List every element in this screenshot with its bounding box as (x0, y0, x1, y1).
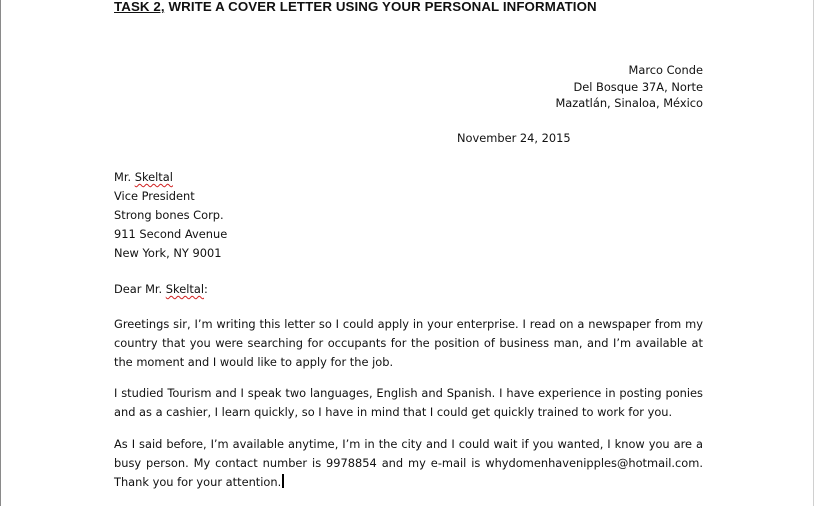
body-paragraph-3-text: As I said before, I’m available anytime, I’m in the city and I could wait if you wanted, I know you are a busy person. My contact number is 9978854 and my e-mail is whydomenhavenipples@hotmail.com. Thank you for your attention. (114, 437, 703, 489)
recipient-title: Mr. (114, 170, 132, 184)
page-right-border (813, 0, 814, 506)
task-heading-prefix: TASK 2, (114, 0, 165, 14)
task-heading-text: WRITE A COVER LETTER USING YOUR PERSONAL INFORMATION (164, 0, 597, 14)
sender-city: Mazatlán, Sinaloa, México (555, 96, 703, 110)
page-left-border (0, 0, 1, 506)
recipient-position: Vice President (114, 189, 195, 203)
recipient-street: 911 Second Avenue (114, 227, 228, 241)
text-cursor (282, 474, 284, 488)
recipient-surname: Skeltal (134, 170, 173, 184)
recipient-name-line (114, 168, 227, 187)
body-paragraph-2: I studied Tourism and I speak two languages, English and Spanish. I have experience in posting ponies and as a cashier, I learn quickly, so I have in mind that I could get quickly trained to work for you. (114, 386, 703, 419)
sender-name: Marco Conde (628, 63, 703, 77)
recipient-company: Strong bones Corp. (114, 208, 224, 222)
sender-street: Del Bosque 37A, Norte (573, 79, 703, 94)
body-paragraph-3 (114, 435, 703, 492)
letter-date: November 24, 2015 (457, 131, 571, 145)
recipient-address (114, 168, 227, 263)
sender-address (555, 62, 703, 112)
salutation-suffix: : (204, 282, 208, 296)
task-heading (114, 0, 597, 14)
salutation (114, 281, 208, 298)
salutation-prefix: Dear Mr. (114, 282, 163, 296)
salutation-name: Skeltal (165, 282, 204, 296)
recipient-city: New York, NY 9001 (114, 246, 222, 260)
body-paragraph-1: Greetings sir, I’m writing this letter so I could apply in your enterprise. I read on a newspaper from my country that you were searching for occupants for the position of business man, and I’m available at the moment and I would like to apply for the job. (114, 317, 703, 369)
